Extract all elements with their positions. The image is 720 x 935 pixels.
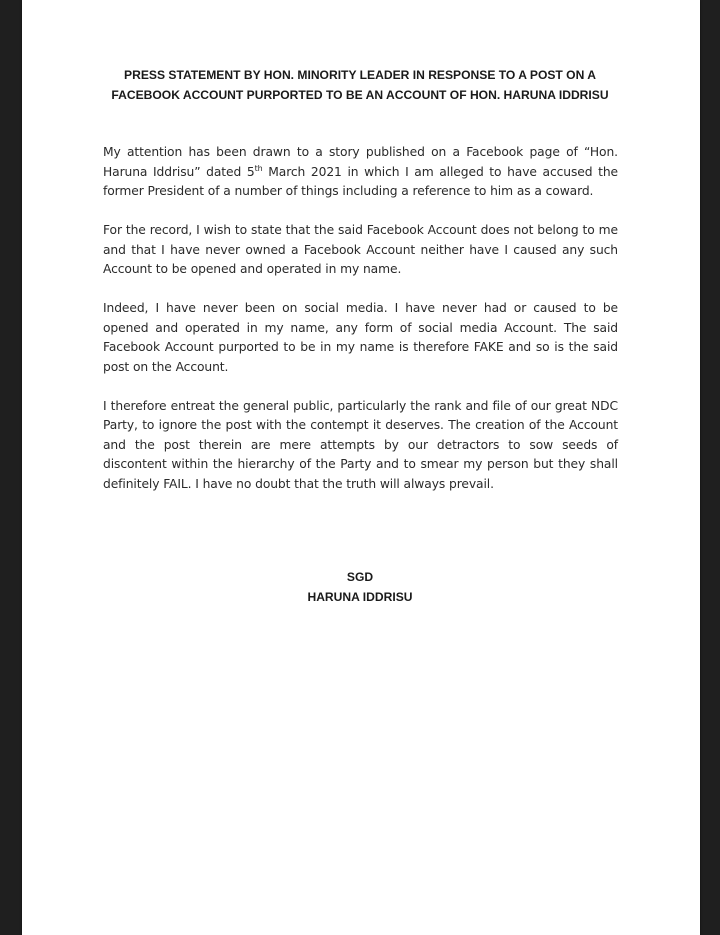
paragraph-1 <box>103 143 618 202</box>
document-page <box>22 0 700 935</box>
document-title: PRESS STATEMENT BY HON. MINORITY LEADER IN RESPONSE TO A POST ON A FACEBOOK ACCOUNT PURPORTED TO BE AN ACCOUNT OF HON. HARUNA IDDRISU <box>111 68 609 102</box>
paragraph-4: I therefore entreat the general public, particularly the rank and file of our great NDC Party, to ignore the post with the contempt it deserves. The creation of the Account and the post therein are mere attempts by our detractors to sow seeds of discontent within the hierarchy of the Party and to smear my person but they shall definitely FAIL. I have no doubt that the truth will always prevail. <box>103 398 618 491</box>
date-ordinal-suffix: th <box>254 163 263 173</box>
paragraph-1-text: My attention has been drawn to a story published on a Facebook page of “Hon. Haruna Iddrisu” dated 5 <box>103 145 618 179</box>
paragraph-2: For the record, I wish to state that the said Facebook Account does not belong to me and that I have never owned a Facebook Account neither have I caused any such Account to be opened and operated in my name. <box>103 223 618 276</box>
signature-block <box>92 567 628 607</box>
document-body <box>103 143 618 514</box>
signatory-name: HARUNA IDDRISU <box>307 590 413 604</box>
paragraph-3: Indeed, I have never been on social media. I have never had or caused to be opened and operated in my name, any form of social media Account. The said Facebook Account purported to be in my name is therefore FAKE and so is the said post on the Account. <box>103 301 618 374</box>
signed-marker: SGD <box>346 570 374 584</box>
paragraph-1-text-cont: March 2021 in which I am alleged to have accused the former President of a number of things including a reference to him as a coward. <box>103 164 618 198</box>
